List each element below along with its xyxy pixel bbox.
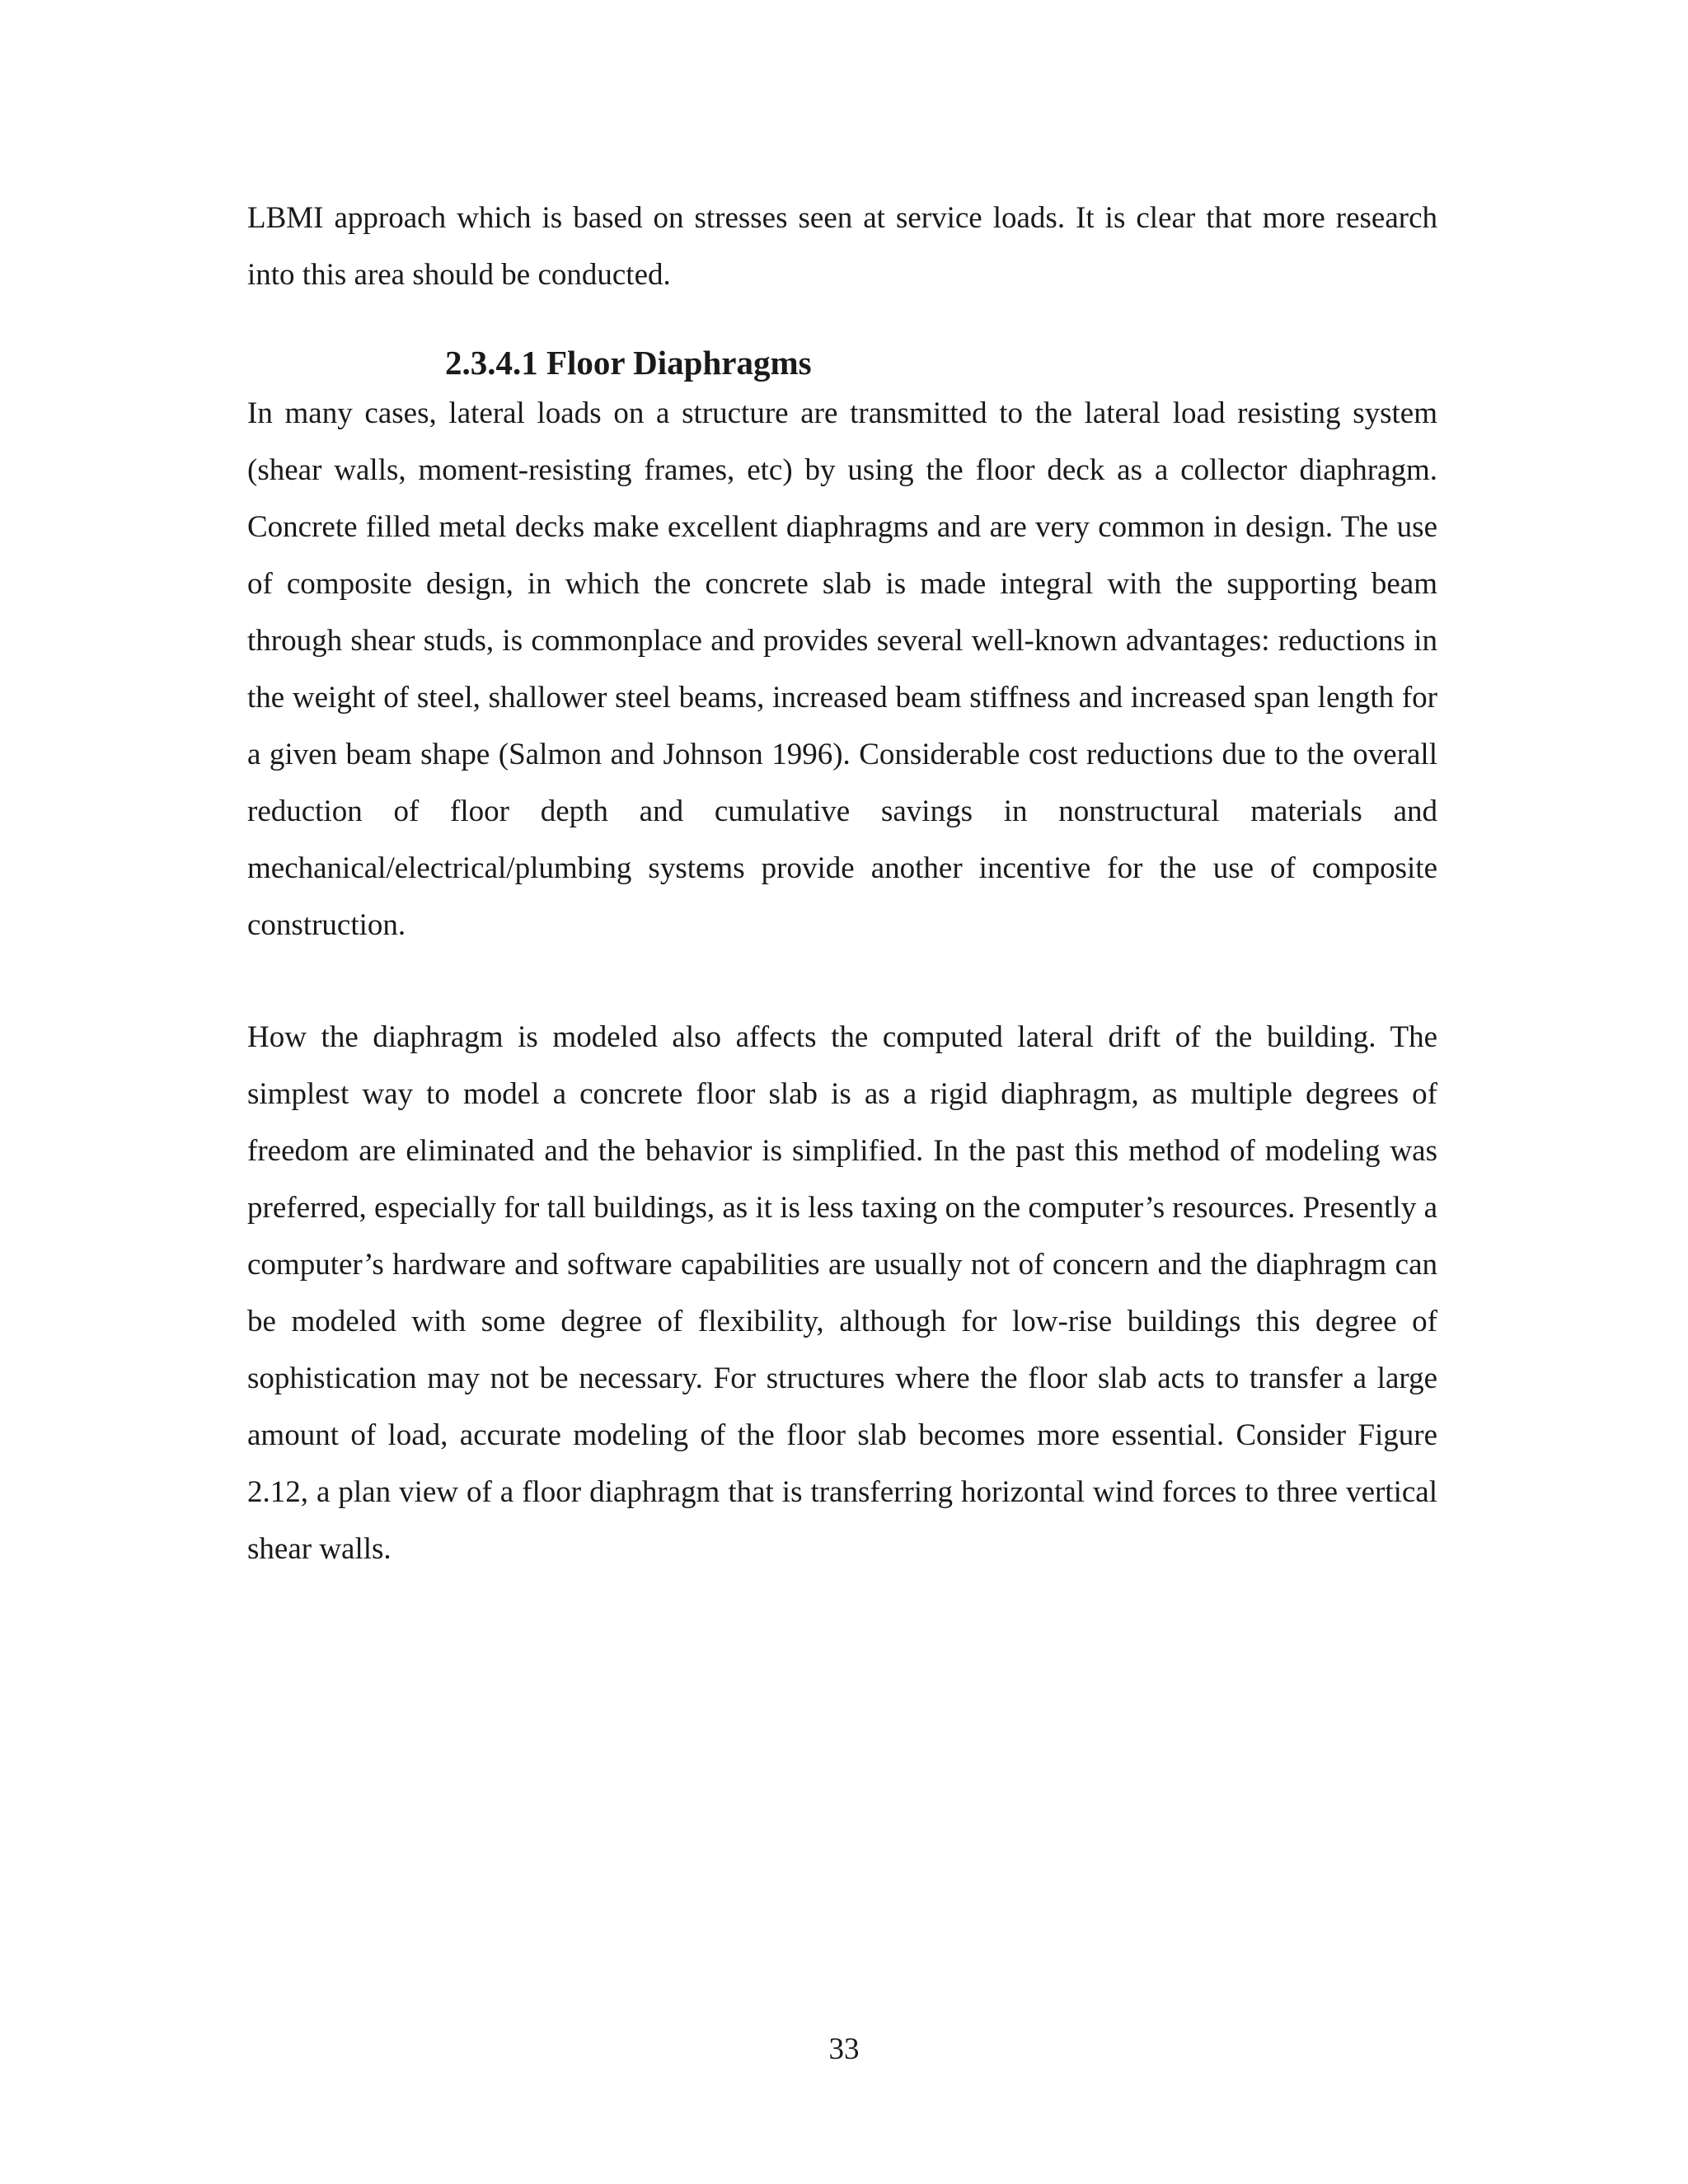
body-paragraph-diaphragm-modeling: How the diaphragm is modeled also affects the computed lateral drift of the building. The simplest way to model a concrete floor slab is as a rigid diaphragm, as multiple degrees of freedom are eliminated and the behavior is simplified. In the past this method of modeling was preferred, especially for tall buildings, as it is less taxing on the computer’s resources. Presently a computer’s hardware and software capabilities are usually not of concern and the diaphragm can be modeled with some degree of flexibility, although for low-rise buildings this degree of sophistication may not be necessary. For structures where the floor slab acts to transfer a large amount of load, accurate modeling of the floor slab becomes more essential. Consider Figure 2.12, a plan view of a floor diaphragm that is transferring horizontal wind forces to three vertical shear walls.: [247, 1020, 1437, 1566]
body-paragraph-floor-diaphragms: In many cases, lateral loads on a structure are transmitted to the lateral load resisting system (shear walls, moment-resisting frames, etc) by using the floor deck as a collector diaphragm. Concrete filled metal decks make excellent diaphragms and are very common in design. The use of composite design, in which the concrete slab is made integral with the supporting beam through shear studs, is commonplace and provides several well-known advantages: reductions in the weight of steel, shallower steel beams, increased beam stiffness and increased span length for a given beam shape (Salmon and Johnson 1996). Considerable cost reductions due to the overall reduction of floor depth and cumulative savings in nonstructural materials and mechanical/electrical/plumbing systems provide another incentive for the use of composite construction.: [247, 396, 1437, 942]
section-heading: 2.3.4.1 Floor Diaphragms: [445, 344, 812, 382]
intro-paragraph: LBMI approach which is based on stresses seen at service loads. It is clear that more research into this area should be conducted.: [247, 201, 1437, 292]
page-number: 33: [828, 2032, 860, 2066]
